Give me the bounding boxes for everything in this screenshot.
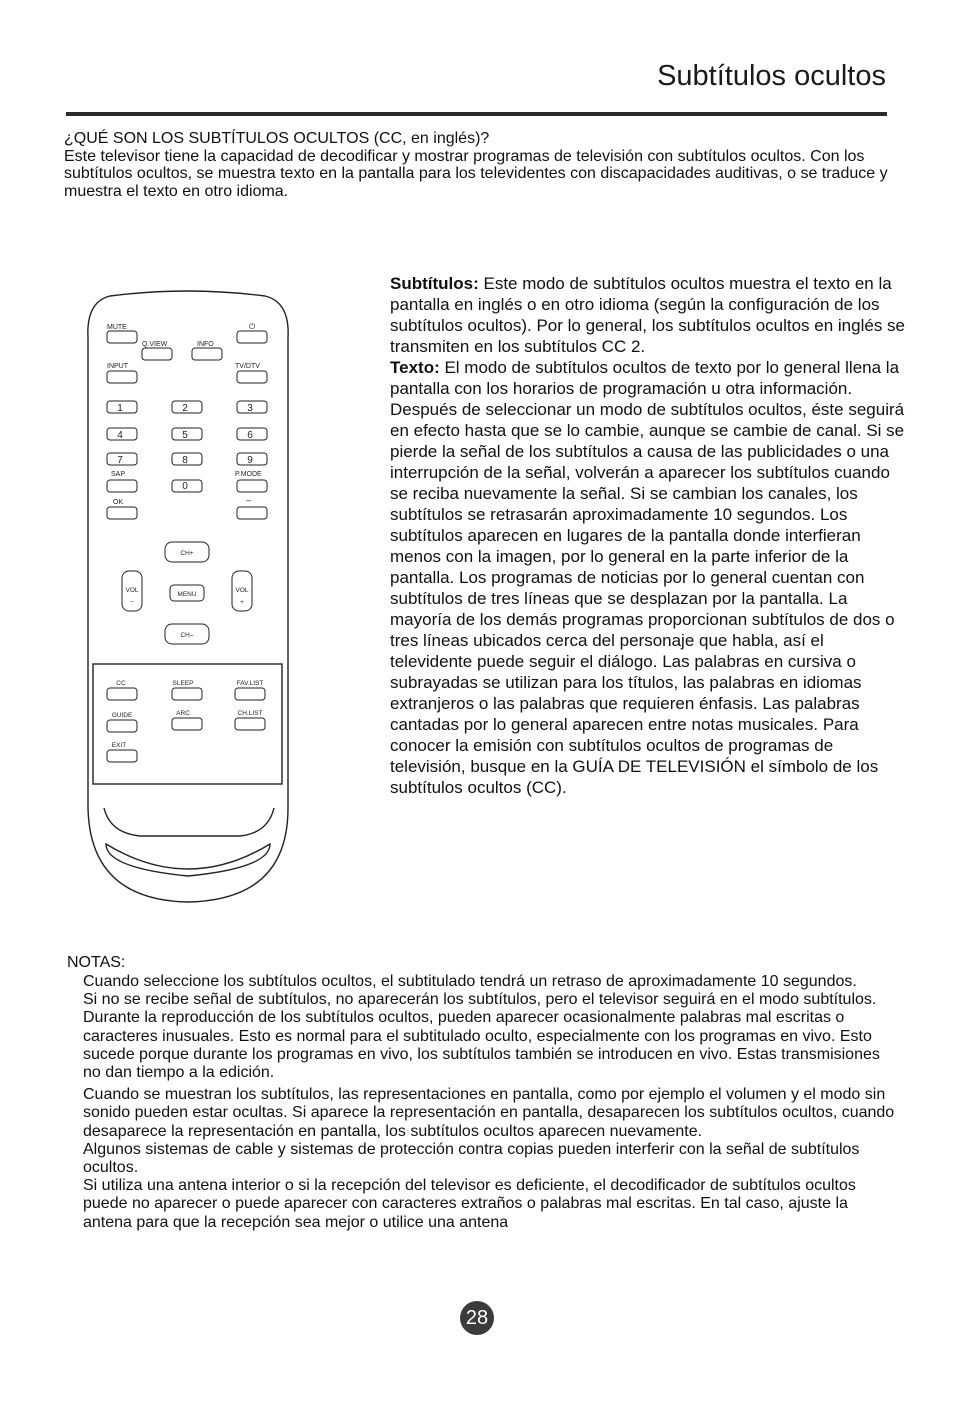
remote-control-illustration [80,288,295,908]
key-2-label: 2 [182,403,188,414]
vol-minus-sign: – [130,598,134,605]
vol-plus-name: VOL [235,587,249,594]
guide-label: GUIDE [111,712,133,719]
intro-body: Este televisor tiene la capacidad de decodificar y mostrar programas de televisión con subtítulos ocultos. Con los subtítulos ocultos, se muestra texto en la pantalla para los televidentes con discapacidades auditivas, o se traduce y muestra el texto en otro idioma. [64,147,888,200]
ch-up-label: CH+ [180,550,194,557]
key-0-label: 0 [182,481,188,492]
text-mode-text: El modo de subtítulos ocultos de texto por lo general llena la pantalla con los horarios de programación u otra información. Después de seleccionar un modo de subtítulos ocultos, éste seguirá en efecto hasta que se lo cambie, aunque se cambie de canal. Si se pierde la señal de los subtítulos a causa de las publicidades o una interrupción de la señal, volverán a aparecer los subtítulos cuando se reciba nuevamente la señal. Si se cambian los canales, los subtítulos se retrasarán aproximadamente 10 segundos. Los subtítulos aparecen en lugares de la pantalla donde interfieran menos con la imagen, por lo general en la parte inferior de la pantalla. Los programas de noticias por lo general cuentan con subtítulos de tres líneas que se desplazan por la pantalla. La mayoría de los demás programas proporcionan subtítulos de dos o tres líneas ubicados cerca del personaje que habla, así el televidente puede seguir el diálogo. Las palabras en cursiva o subrayadas se utilizan para los títulos, las palabras en idiomas extranjeros o las palabras que requieren énfasis. Las palabras cantadas por lo general aparecen entre notas musicales. Para conocer la emisión con subtítulos ocultos de programas de televisión, busque en la GUÍA DE TELEVISIÓN el símbolo de los subtítulos ocultos (CC). [390,358,905,797]
subtitles-mode-text: Este modo de subtítulos ocultos muestra el texto en la pantalla en inglés o en otro idioma (según la configuración de los subtítulos ocultos). Por lo general, los subtítulos ocultos en inglés se transmiten en los subtítulos CC 2. [390,274,906,356]
key-1-label: 1 [117,403,123,414]
dash-label: – [246,495,252,505]
note-item: Si utiliza una antena interior o si la recepción del televisor es deficiente, el decodificador de subtítulos ocultos puede no aparecer o puede aparecer con caracteres extraños o palabras mal escritas. En tal caso, ajuste la antena para que la recepción sea mejor o utilice una antena [83,1177,856,1231]
sap-label: SAP [111,471,126,478]
key-6-label: 6 [247,430,253,441]
pmode-label: P.MODE [235,471,262,478]
intro-heading: ¿QUÉ SON LOS SUBTÍTULOS OCULTOS (CC, en inglés)? [64,130,490,147]
page-title: Subtítulos ocultos [657,60,886,92]
note-item: Si no se recibe señal de subtítulos, no aparecerán los subtítulos, pero el televisor seguirá en el modo subtítulos. [83,991,877,1009]
subtitles-mode-paragraph [390,273,905,357]
ok-label: OK [113,499,124,506]
notes-list [83,973,901,1232]
subtitles-mode-label: Subtítulos: [390,274,479,293]
key-8-label: 8 [182,455,188,466]
note-item: Cuando se muestran los subtítulos, las representaciones en pantalla, como por ejemplo el volumen y el modo sin sonido pueden estar ocultas. Si aparece la representación en pantalla, desaparecen los subtítulos ocultos, cuando desaparece la representación en pantalla, los subtítulos ocultos aparecen nuevamente. [83,1086,895,1140]
chlist-label: CH.LIST [237,710,263,717]
power-icon: ⏻ [249,322,256,331]
vol-minus-name: VOL [125,587,139,594]
mute-label: MUTE [107,324,127,331]
vol-plus-sign: + [240,599,244,606]
qview-label: Q.VIEW [142,341,168,348]
input-label: INPUT [107,363,128,370]
intro-section [64,130,904,200]
page-number-badge: 28 [460,1301,494,1335]
key-9-label: 9 [247,455,253,466]
note-item: Algunos sistemas de cable y sistemas de protección contra copias pueden interferir con la señal de subtítulos ocultos. [83,1140,860,1177]
text-mode-paragraph [390,357,905,798]
info-label: INFO [197,341,214,348]
text-mode-label: Texto: [390,358,440,377]
tvdtv-label: TV/DTV [235,363,260,370]
sleep-label: SLEEP [172,680,194,687]
note-item: Cuando seleccione los subtítulos ocultos, el subtitulado tendrá un retraso de aproximadamente 10 segundos. [83,973,857,990]
note-item: Durante la reproducción de los subtítulos ocultos, pueden aparecer ocasionalmente palabras mal escritas o caracteres inusuales. Esto es normal para el subtitulado oculto, especialmente con los programas en vivo. Esto sucede porque durante los programas en vivo, los subtítulos también se introducen en vivo. Estas transmisiones no dan tiempo a la edición. [83,1009,880,1082]
key-3-label: 3 [247,403,253,414]
cc-modes-section [390,273,905,798]
exit-label: EXIT [111,742,127,749]
title-rule [66,112,887,116]
cc-label: CC [116,680,126,687]
favlist-label: FAV.LIST [236,680,264,687]
arc-label: ARC [176,710,190,717]
ch-down-label: CH– [180,632,194,639]
notes-heading: NOTAS: [67,954,126,971]
menu-label: MENU [177,591,197,598]
key-4-label: 4 [117,430,123,441]
key-5-label: 5 [182,430,188,441]
key-7-label: 7 [117,455,123,466]
